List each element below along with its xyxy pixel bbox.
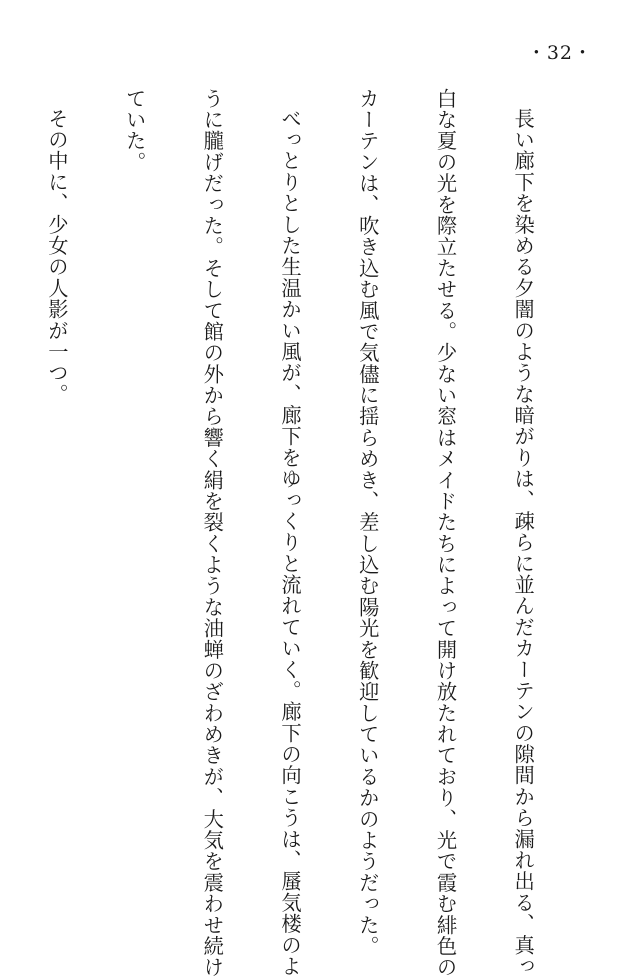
text-line: カーテンは、吹き込む風で気儘に揺らめき、差し込む陽光を歓迎しているかのようだった。: [355, 88, 380, 957]
text-line: その中に、少女の人影が一つ。: [44, 108, 69, 405]
text-line: べっとりとした生温かい風が、廊下をゆっくりと流れていく。廊下の向こうは、蜃気楼のよ: [278, 108, 303, 978]
text-line: ていた。: [122, 88, 147, 173]
text-line: うに朧げだった。そして館の外から響く絹を裂くような油蝉のざわめきが、大気を震わせ続け: [200, 88, 225, 978]
body-text: [0, 88, 587, 978]
text-line: 長い廊下を染める夕闇のような暗がりは、疎らに並んだカーテンの隙間から漏れ出る、真っ: [511, 108, 536, 978]
page-number: ・32・: [526, 42, 593, 64]
text-line: 白な夏の光を際立たせる。少ない窓はメイドたちによって開け放たれており、光で霞む緋色の: [433, 88, 458, 978]
